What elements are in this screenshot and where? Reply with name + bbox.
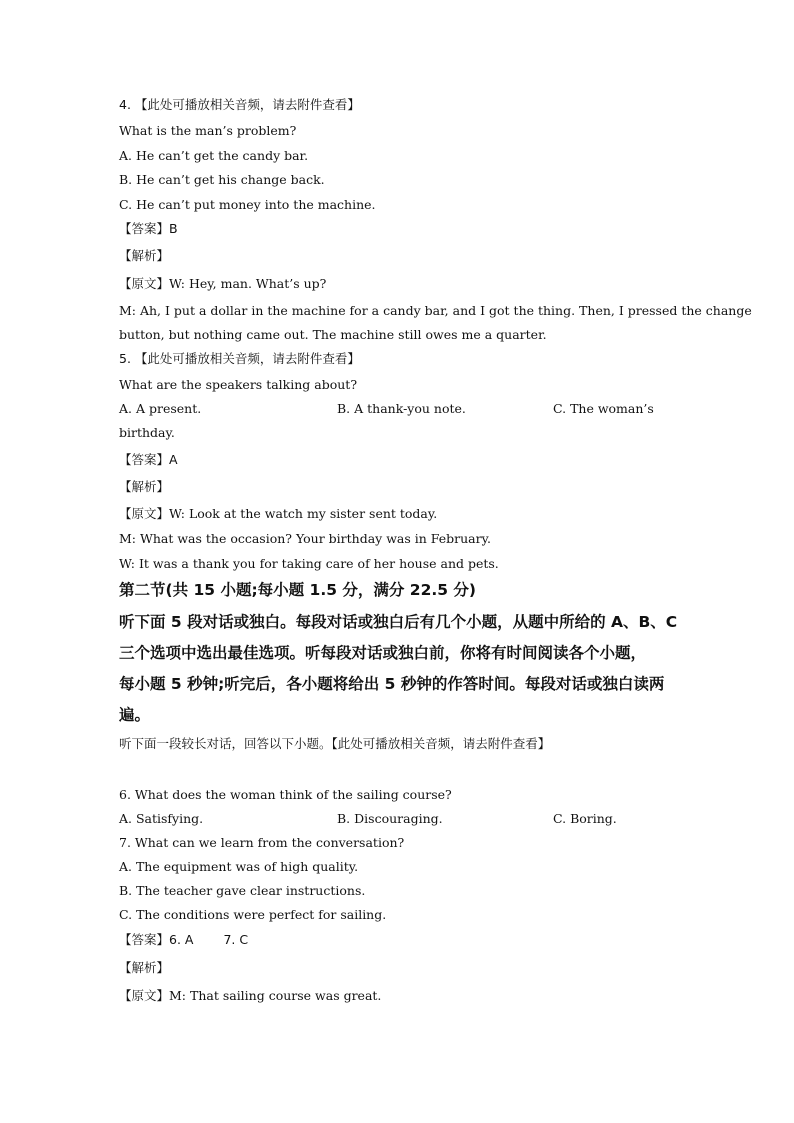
q7-option-c: C. The conditions were perfect for sailing.	[119, 907, 387, 922]
q67-analysis: 【解析】	[119, 960, 170, 975]
q6-option-b: B. Discouraging.	[337, 811, 443, 826]
q6-option-a: A. Satisfying.	[119, 811, 204, 826]
q7-option-b: B. The teacher gave clear instructions.	[119, 883, 366, 898]
section2-intro: 听下面一段较长对话，回答以下小题。【此处可播放相关音频，请去附件查看】	[119, 736, 551, 751]
q5-transcript-line: W: It was a thank you for taking care of her house and pets.	[119, 556, 499, 571]
section2-instruction-line: 三个选项中选出最佳选项。听每段对话或独白前，你将有时间阅读各个小题，	[119, 644, 647, 662]
q4-question: What is the man’s problem?	[119, 123, 297, 138]
q5-analysis: 【解析】	[119, 479, 170, 494]
q7-question: 7. What can we learn from the conversation?	[119, 835, 405, 850]
q4-analysis: 【解析】	[119, 248, 170, 263]
q5-question: What are the speakers talking about?	[119, 377, 358, 392]
section2-instruction-line: 遍。	[119, 706, 151, 724]
q5-option-a: A. A present.	[119, 401, 202, 416]
q67-transcript-line: 【原文】M: That sailing course was great.	[119, 988, 382, 1003]
q4-option-a: A. He can’t get the candy bar.	[119, 148, 309, 163]
q4-header: 4. 【此处可播放相关音频，请去附件查看】	[119, 97, 360, 112]
q5-option-b: B. A thank-you note.	[337, 401, 466, 416]
section2-instruction-line: 每小题 5 秒钟;听完后，各小题将给出 5 秒钟的作答时间。每段对话或独白读两	[119, 675, 665, 693]
q5-header: 5. 【此处可播放相关音频，请去附件查看】	[119, 351, 360, 366]
q4-option-c: C. He can’t put money into the machine.	[119, 197, 376, 212]
q5-transcript-line: 【原文】W: Look at the watch my sister sent today.	[119, 506, 438, 521]
q6-question: 6. What does the woman think of the sailing course?	[119, 787, 452, 802]
q67-answer	[119, 932, 248, 948]
q7-option-a: A. The equipment was of high quality.	[119, 859, 359, 874]
q5-option-c: C. The woman’s	[553, 401, 654, 416]
q4-option-b: B. He can’t get his change back.	[119, 172, 325, 187]
section2-instruction-line: 听下面 5 段对话或独白。每段对话或独白后有几个小题，从题中所给的 A、B、C	[119, 613, 678, 631]
q4-transcript-line: button, but nothing came out. The machine still owes me a quarter.	[119, 327, 547, 342]
q5-answer: 【答案】A	[119, 452, 178, 467]
q5-transcript-line: M: What was the occasion? Your birthday was in February.	[119, 531, 491, 546]
q6-option-c: C. Boring.	[553, 811, 617, 826]
section2-title: 第二节(共 15 小题;每小题 1.5 分，满分 22.5 分)	[119, 581, 477, 599]
q5-option-wrap: birthday.	[119, 425, 175, 440]
q4-answer: 【答案】B	[119, 221, 178, 236]
q4-transcript-line: M: Ah, I put a dollar in the machine for a candy bar, and I got the thing. Then, I pressed the change	[119, 303, 752, 318]
q67-answer-second: 7. C	[223, 932, 249, 947]
q4-transcript-line: 【原文】W: Hey, man. What’s up?	[119, 276, 327, 291]
q67-answer-first: 【答案】6. A	[119, 932, 194, 947]
